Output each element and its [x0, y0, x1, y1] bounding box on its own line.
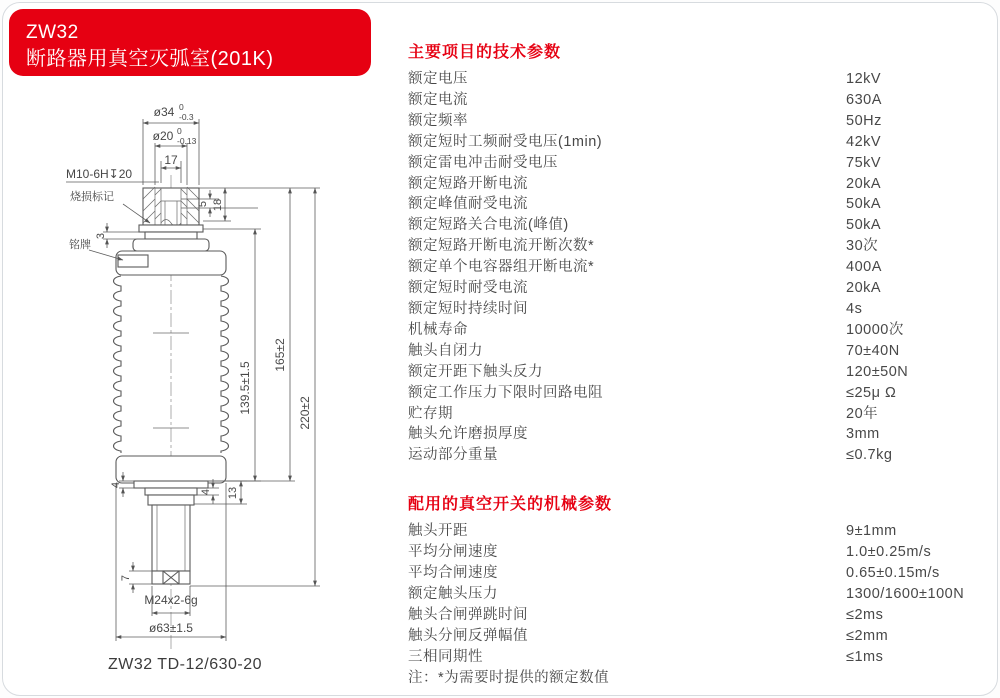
- spec-section-mechanical: [408, 491, 993, 688]
- dim-d34: ø34: [153, 105, 175, 119]
- spec-label: 额定雷电冲击耐受电压: [408, 154, 558, 171]
- drawing-caption: ZW32 TD-12/630-20: [107, 656, 263, 673]
- spec-value: 9±1mm: [846, 523, 897, 540]
- spec-value: 50Hz: [846, 112, 882, 129]
- spec-row: [408, 341, 993, 362]
- spec-value: 50kA: [846, 196, 882, 213]
- dim-7: 7: [120, 574, 132, 582]
- spec-row: [408, 626, 993, 647]
- dim-139: 139.5±1.5: [238, 361, 252, 415]
- spec-row: [408, 605, 993, 626]
- spec-row: [408, 445, 993, 466]
- spec-label: 额定单个电容器组开断电流*: [408, 259, 595, 276]
- spec-row: [408, 362, 993, 383]
- dim-d34-tol-top: 0: [179, 102, 184, 112]
- spec-label: 额定短路开断电流开断次数*: [408, 238, 595, 255]
- spec-value: 3mm: [846, 426, 880, 443]
- dim-220: 220±2: [298, 396, 312, 430]
- spec-value: 50kA: [846, 217, 882, 234]
- spec-value: 20年: [846, 405, 879, 422]
- spec-row: [408, 132, 993, 153]
- dim-thread-top: M10-6H↧20: [66, 167, 133, 181]
- dim-4b: 4: [200, 488, 212, 496]
- spec-row: [408, 299, 993, 320]
- spec-row: [408, 383, 993, 404]
- spec-label: 额定开距下触头反力: [408, 363, 543, 380]
- spec-row: [408, 111, 993, 132]
- dim-4a: 4: [110, 481, 122, 489]
- spec-label: 额定短时持续时间: [408, 300, 528, 317]
- spec-label: 贮存期: [408, 405, 453, 422]
- nameplate-label: 铭牌: [69, 239, 91, 251]
- spec-value: 0.65±0.15m/s: [846, 565, 940, 582]
- spec-label: 额定短路关合电流(峰值): [408, 217, 569, 234]
- spec-label: 触头自闭力: [408, 342, 483, 359]
- spec-value: 120±50N: [846, 363, 909, 380]
- product-title-banner: [9, 9, 371, 76]
- dim-d63: ø63±1.5: [149, 621, 193, 635]
- spec-row: [408, 278, 993, 299]
- spec-label: 触头合闸弹跳时间: [408, 606, 528, 623]
- spec-row: [408, 521, 993, 542]
- dim-d20: ø20: [152, 129, 174, 143]
- dim-5: 5: [197, 200, 209, 208]
- spec-row: [408, 236, 993, 257]
- spec-row: [408, 90, 993, 111]
- spec-row: [408, 584, 993, 605]
- section-title: 主要项目的技术参数: [408, 44, 562, 61]
- spec-value: ≤2ms: [846, 606, 884, 623]
- dim-d34-tol-bot: -0.3: [179, 112, 194, 122]
- spec-value: ≤2mm: [846, 627, 889, 644]
- dim-d20-tol-top: 0: [177, 126, 182, 136]
- spec-row: [408, 563, 993, 584]
- spec-value: 30次: [846, 238, 879, 255]
- spec-row: [408, 215, 993, 236]
- dim-165: 165±2: [273, 338, 287, 372]
- section-title: 配用的真空开关的机械参数: [408, 496, 613, 514]
- product-model: ZW32: [26, 22, 79, 43]
- spec-label: 额定短时耐受电流: [408, 280, 528, 297]
- spec-value: 75kV: [846, 154, 882, 171]
- spec-value: 1.0±0.25m/s: [846, 544, 932, 561]
- page-card: [2, 2, 998, 696]
- spec-value: 1300/1600±100N: [846, 585, 965, 602]
- spec-label: 额定触头压力: [408, 585, 498, 602]
- spec-row: [408, 424, 993, 445]
- dim-18: 18: [212, 198, 224, 212]
- spec-value: 42kV: [846, 133, 882, 150]
- spec-label: 触头开距: [408, 523, 468, 540]
- spec-label: 触头分闸反弹幅值: [408, 627, 528, 644]
- spec-label: 额定峰值耐受电流: [408, 196, 528, 213]
- spec-row: [408, 647, 993, 668]
- spec-row: [408, 69, 993, 90]
- spec-value: 12kV: [846, 71, 882, 87]
- spec-label: 额定电流: [408, 91, 468, 108]
- technical-drawing: [23, 83, 363, 688]
- spec-label: 额定频率: [408, 112, 468, 129]
- spec-row: [408, 153, 993, 174]
- spec-label: 平均合闸速度: [408, 565, 498, 582]
- spec-panel: [408, 39, 993, 689]
- spec-row: [408, 404, 993, 425]
- spec-value: ≤1ms: [846, 648, 884, 665]
- spec-row: [408, 194, 993, 215]
- spec-value: 70±40N: [846, 342, 900, 359]
- footnote: 注：*为需要时提供的额定数值: [408, 669, 610, 686]
- dimension-lines: [66, 102, 320, 641]
- dim-3: 3: [95, 232, 107, 240]
- spec-label: 平均分闸速度: [408, 544, 498, 561]
- spec-value: ≤0.7kg: [846, 447, 893, 464]
- dim-17: 17: [164, 153, 178, 167]
- spec-label: 额定电压: [408, 71, 468, 87]
- spec-row: [408, 257, 993, 278]
- spec-row: [408, 320, 993, 341]
- product-name: 断路器用真空灭弧室(201K): [26, 47, 274, 70]
- spec-value: ≤25μ Ω: [846, 384, 897, 401]
- dim-13: 13: [227, 486, 239, 500]
- spec-label: 触头允许磨损厚度: [408, 426, 528, 443]
- spec-value: 20kA: [846, 175, 882, 192]
- spec-value: 20kA: [846, 280, 882, 297]
- spec-section-main: [408, 39, 993, 466]
- dim-thread-bottom: M24x2-6g: [144, 593, 198, 607]
- burn-mark-label: 烧损标记: [70, 191, 114, 203]
- spec-value: 4s: [846, 300, 863, 317]
- spec-value: 10000次: [846, 321, 904, 338]
- spec-label: 运动部分重量: [408, 447, 498, 464]
- spec-value: 630A: [846, 91, 882, 108]
- spec-row: [408, 174, 993, 195]
- spec-label: 额定工作压力下限时回路电阻: [408, 384, 603, 401]
- spec-label: 机械寿命: [408, 321, 468, 338]
- spec-row: [408, 542, 993, 563]
- spec-label: 三相同期性: [408, 648, 483, 665]
- spec-label: 额定短路开断电流: [408, 175, 528, 192]
- spec-label: 额定短时工频耐受电压(1min): [408, 133, 603, 150]
- spec-value: 400A: [846, 259, 882, 276]
- dim-d20-tol-bot: -0.13: [177, 136, 197, 146]
